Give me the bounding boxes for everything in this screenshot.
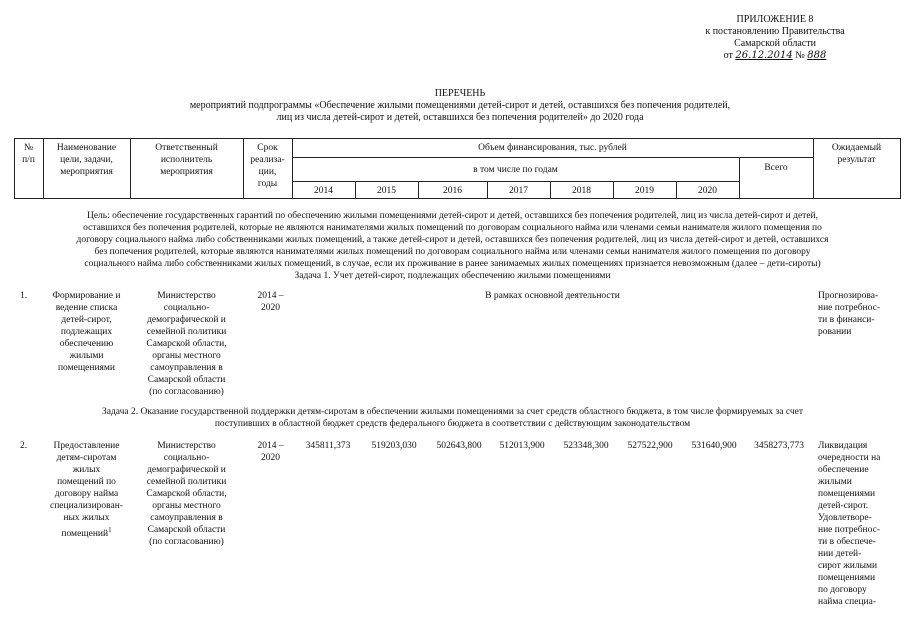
- header-responsible: Ответственный исполнитель мероприятия: [155, 143, 218, 177]
- appendix-title: ПРИЛОЖЕНИЕ 8: [736, 14, 814, 25]
- footnote-mark: 1: [108, 526, 112, 534]
- row2-term: 2014 – 2020: [257, 441, 284, 463]
- appendix-line1: к постановлению Правительства: [705, 26, 845, 37]
- header-year: 2020: [698, 186, 717, 196]
- appendix-line2: Самарской области: [734, 38, 816, 49]
- header-by-years: в том числе по годам: [473, 165, 558, 175]
- header-year: 2015: [377, 186, 396, 196]
- header-name: Наименование цели, задачи, мероприятия: [56, 143, 117, 177]
- goal-paragraph: Цель: обеспечение государственных гарантий по обеспечению жилыми помещениями детей-сирот и детей, оставшихся без попечения родителей, лиц из числа детей-сирот и детей, оставшихся без попечения родителей, которые не являются нанимателями жилых помещений по договорам социального найма или членами семьи нанимателя жилого помещения по договору социального найма либо собственниками жилых помещений, а также детей-сирот и детей, оставшихся без попечения родителей, лиц из числа детей-сирот и детей, оставшихся без попечения родителей, которые являются нанимателями жилых помещений по договорам социального найма или членами семьи нанимателя жилого помещения по договору социального найма либо собственниками жилых помещений, в случае, если их проживание в ранее занимаемых жилых помещениях признается невозможным (далее – дети-сироты): [76, 211, 829, 269]
- row2-responsible: Министерство социально- демографической и семейной политики Самарской области, органы местного самоуправления в Самарской области (по согласованию): [146, 441, 227, 547]
- row2-value-2016: 502643,800: [436, 441, 482, 451]
- header-year: 2019: [635, 186, 654, 196]
- row2-value-2020: 531640,900: [691, 441, 737, 451]
- handwritten-date: 26.12.2014: [735, 50, 793, 61]
- task1-label: Задача 1. Учет детей-сирот, подлежащих обеспечению жилыми помещениями: [294, 271, 611, 281]
- row2-num: 2.: [20, 441, 28, 451]
- heading-subtitle-1: мероприятий подпрограммы «Обеспечение жилыми помещениями детей-сирот и детей, оставшихся без попечения родителей,: [189, 100, 731, 111]
- row2-result: Ликвидация очередности на обеспечение жилыми помещениями детей-сирот. Удовлетворе- ние потребнос- ти в обеспече- нии детей- сирот жилыми помещениями по договору найма специа-: [818, 441, 881, 607]
- row1-num: 1.: [20, 291, 28, 301]
- table-line: [14, 138, 900, 139]
- row2-value-2018: 523348,300: [563, 441, 609, 451]
- row2-name: Предоставление детям-сиротам жилых помещений по договору найма специализирован- ных жилых помещений$^1$: [50, 441, 123, 540]
- header-year: 2016: [443, 186, 462, 196]
- row1-funding-note: В рамках основной деятельности: [485, 291, 620, 301]
- row1-term: 2014 – 2020: [257, 291, 284, 313]
- table-line: [292, 181, 739, 182]
- handwritten-number: 888: [807, 50, 827, 61]
- number-prefix: №: [795, 50, 805, 61]
- table-line: [14, 198, 900, 199]
- row2-value-2019: 527522,900: [627, 441, 673, 451]
- header-result: Ожидаемый результат: [831, 143, 882, 165]
- heading-subtitle-2: лиц из числа детей-сирот и детей, оставшихся без попечения родителей» до 2020 года: [276, 112, 644, 123]
- row2-total: 3458273,773: [754, 441, 804, 451]
- table-line: [900, 138, 901, 199]
- header-year: 2014: [314, 186, 333, 196]
- row1-result: Прогнозирова- ние потребнос- ти в финанси- ровании: [818, 291, 880, 337]
- header-funding: Объем финансирования, тыс. рублей: [478, 143, 627, 153]
- header-year: 2017: [509, 186, 528, 196]
- row2-value-2017: 512013,900: [499, 441, 545, 451]
- header-year: 2018: [572, 186, 591, 196]
- date-prefix: от: [723, 50, 733, 61]
- appendix-date-line: [650, 50, 900, 62]
- row2-value-2014: 345811,373: [305, 441, 351, 451]
- task2-label: Задача 2. Оказание государственной поддержки детям-сиротам в обеспечении жилыми помещениями за счет средств областного бюджета, в том числе формируемых за счет поступивших в областной бюджет средств федерального бюджета в соответствии с действующим законодательством: [101, 407, 804, 429]
- document-heading: [60, 88, 860, 124]
- row2-value-2015: 519203,030: [371, 441, 417, 451]
- header-term: Срок реализа- ции, годы: [250, 143, 285, 189]
- row1-name: Формирование и ведение списка детей-сирот, подлежащих обеспечению жилыми помещениями: [52, 291, 121, 373]
- header-total: Всего: [764, 163, 788, 173]
- row1-responsible: Министерство социально- демографической и семейной политики Самарской области, органы местного самоуправления в Самарской области (по согласованию): [146, 291, 227, 397]
- header-num: № п/п: [22, 143, 35, 165]
- table-line: [292, 157, 813, 158]
- heading-title: ПЕРЕЧЕНЬ: [434, 88, 486, 99]
- appendix-block: [650, 14, 900, 62]
